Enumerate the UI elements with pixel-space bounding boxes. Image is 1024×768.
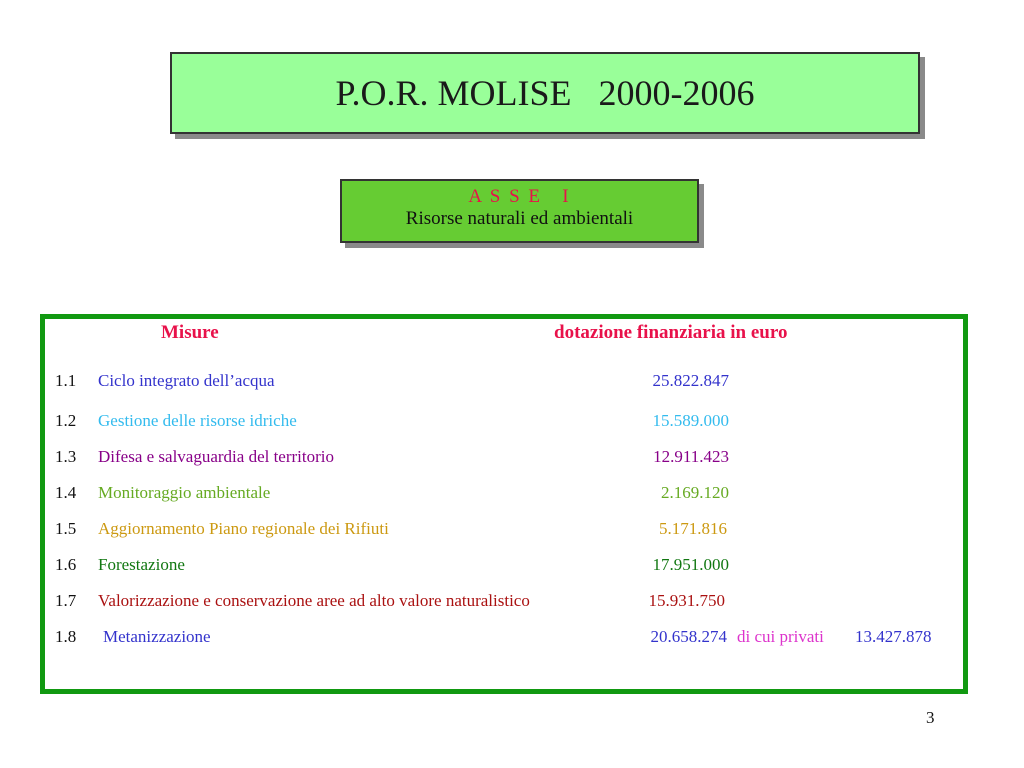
table-row bbox=[0, 409, 1024, 433]
table-row bbox=[0, 369, 1024, 393]
measure-name: Forestazione bbox=[98, 555, 185, 574]
measure-number: 1.3 bbox=[55, 447, 77, 466]
measure-number: 1.2 bbox=[55, 411, 77, 430]
measure-name: Ciclo integrato dell’acqua bbox=[98, 371, 275, 390]
measure-number: 1.1 bbox=[55, 371, 77, 390]
table-row bbox=[0, 481, 1024, 505]
measure-amount: 15.589.000 bbox=[652, 411, 729, 430]
measure-amount: 12.911.423 bbox=[653, 447, 729, 466]
measure-amount: 17.951.000 bbox=[652, 555, 729, 574]
measure-name: Metanizzazione bbox=[103, 627, 211, 646]
measure-number: 1.7 bbox=[55, 591, 77, 610]
measure-name: Difesa e salvaguardia del territorio bbox=[98, 447, 335, 466]
table-row bbox=[0, 553, 1024, 577]
measure-amount: 2.169.120 bbox=[661, 483, 729, 502]
measure-amount: 5.171.816 bbox=[659, 519, 727, 538]
page-title: P.O.R. MOLISE 2000-2006 bbox=[335, 73, 755, 113]
measure-name: Monitoraggio ambientale bbox=[98, 483, 271, 502]
private-share-label: di cui privati bbox=[737, 627, 824, 646]
private-share-amount: 13.427.878 bbox=[855, 627, 932, 646]
asse-box bbox=[340, 179, 699, 243]
measure-name: Gestione delle risorse idriche bbox=[98, 411, 297, 430]
measure-number: 1.6 bbox=[55, 555, 77, 574]
measure-number: 1.5 bbox=[55, 519, 77, 538]
header-funding: dotazione finanziaria in euro bbox=[554, 322, 788, 343]
asse-subtitle: Risorse naturali ed ambientali bbox=[405, 208, 634, 229]
table-row bbox=[0, 589, 1024, 613]
measure-name: Valorizzazione e conservazione aree ad alto valore naturalistico bbox=[98, 591, 530, 610]
header-measures: Misure bbox=[161, 322, 219, 343]
title-box bbox=[170, 52, 920, 134]
table-row bbox=[0, 625, 1024, 649]
measure-number: 1.8 bbox=[55, 627, 77, 646]
measure-amount: 25.822.847 bbox=[652, 371, 729, 390]
measure-amount: 15.931.750 bbox=[648, 591, 725, 610]
page-number: 3 bbox=[926, 708, 935, 727]
asse-title: A S S E I bbox=[468, 186, 571, 207]
measure-amount: 20.658.274 bbox=[650, 627, 727, 646]
table-row bbox=[0, 445, 1024, 469]
measure-number: 1.4 bbox=[55, 483, 77, 502]
table-row bbox=[0, 517, 1024, 541]
measure-name: Aggiornamento Piano regionale dei Rifiuti bbox=[98, 519, 389, 538]
